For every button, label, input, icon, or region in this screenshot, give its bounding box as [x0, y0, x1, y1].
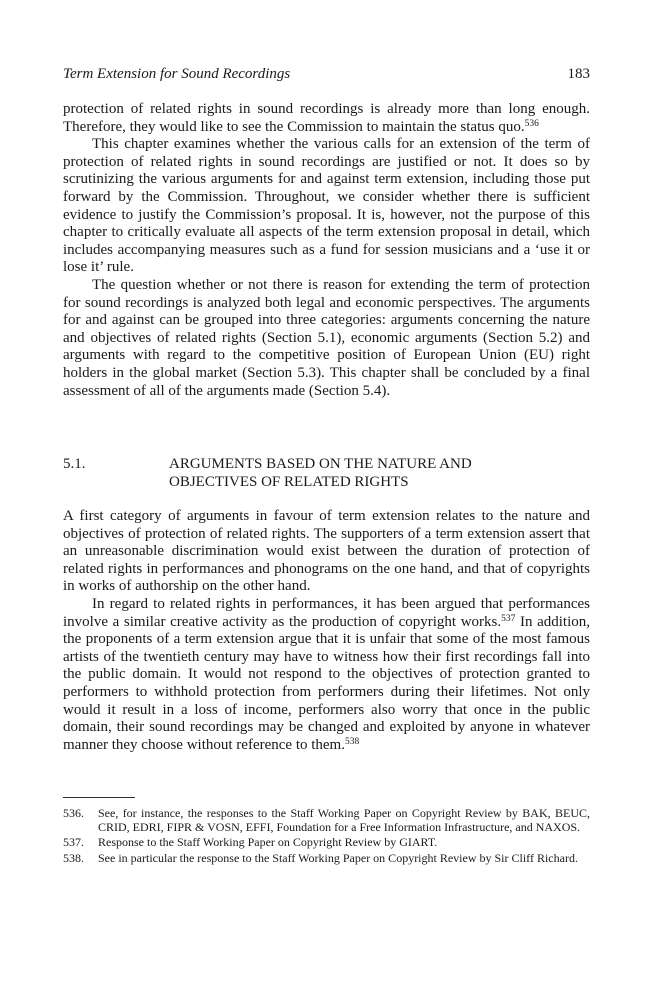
intro-paragraph-3: The question whether or not there is reason for extending the term of protection for sound recordings is analyzed both legal and economic perspectives. The arguments for and against can be grouped into three categories: arguments concerning the nature and objectives of related rights (Section 5.1), economic arguments (Section 5.2) and arguments with regard to the competitive position of European Union (EU) right holders in the global market (Section 5.3). This chapter shall be concluded by a final assessment of all of the arguments made (Section 5.4). [63, 276, 590, 399]
footnote-text: See in particular the response to the Staff Working Paper on Copyright Review by Sir Cliff Richard. [98, 850, 578, 865]
running-header [63, 66, 590, 86]
intro-paragraph-1 [63, 101, 590, 136]
intro-text [63, 101, 590, 400]
section-paragraph-2-text-a: In regard to related rights in performances, it has been argued that performances involve a similar creative activity as the production of copyright works. [63, 595, 590, 630]
section-heading [63, 455, 590, 491]
section-paragraph-2 [63, 596, 590, 754]
intro-paragraph-2: This chapter examines whether the various calls for an extension of the term of protection of related rights in sound recordings are justified or not. It does so by scrutinizing the various arguments for and against term extension, including those put forward by the Commission. Throughout, we consider whether there is sufficient evidence to justify the Commission’s proposal. It is, however, not the purpose of this chapter to critically evaluate all aspects of the term extension proposal in detail, which includes accompanying measures such as a fund for session musicians and a ‘use it or lose it’ rule. [63, 136, 590, 276]
section-title [169, 455, 529, 491]
intro-paragraph-1-text: protection of related rights in sound recordings is already more than long enough. Therefore, they would like to see the Commission to maintain the status quo. [63, 101, 590, 135]
page-number: 183 [567, 66, 590, 82]
section-paragraph-2-text-b: In addition, the proponents of a term extension argue that it is unfair that some of the most famous artists of the twentieth century may have to witness how their first recordings fall into the public domain. It would not respond to the objectives of protection granted to performers to withhold protection from performers during their lifetimes. Not only would it result in a loss of income, performers also worry that once in the public domain, their sound recordings may be changed and exploited by anyone in whatever manner they choose without reference to them. [63, 613, 590, 753]
footnotes [63, 806, 590, 866]
footnote-538 [63, 851, 590, 865]
footnote-537 [63, 835, 590, 849]
running-title: Term Extension for Sound Recordings [63, 66, 291, 82]
footnote-536 [63, 806, 590, 834]
footnote-text: Response to the Staff Working Paper on Copyright Review by GIART. [98, 835, 438, 850]
footnote-text: See, for instance, the responses to the Staff Working Paper on Copyright Review by BAK, BEUC, CRID, EDRI, FIPR & VOSN, EFFI, Foundation for a Free Information Infrastructure, and NAXOS. [98, 806, 590, 835]
section-number: 5.1. [63, 456, 86, 472]
section-body [63, 508, 590, 754]
footnote-ref-538[interactable]: 538 [344, 736, 360, 747]
footnote-number: 536. [63, 806, 84, 820]
footnote-number: 537. [63, 835, 84, 850]
section-paragraph-1: A first category of arguments in favour of term extension relates to the nature and objectives of protection of related rights. The supporters of a term extension assert that an unreasonable discrimination would exist between the duration of protection of related rights in performances and phonograms on the one hand, and that of copyrights in works of authorship on the other hand. [63, 508, 590, 595]
section-title-line-1: ARGUMENTS BASED ON THE NATURE AND [169, 456, 472, 472]
footnote-ref-537[interactable]: 537 [501, 613, 516, 624]
footnote-ref-536[interactable]: 536 [524, 118, 539, 129]
section-title-line-2: OBJECTIVES OF RELATED RIGHTS [169, 474, 409, 490]
footnote-divider [63, 797, 135, 798]
footnote-number: 538. [63, 850, 84, 865]
